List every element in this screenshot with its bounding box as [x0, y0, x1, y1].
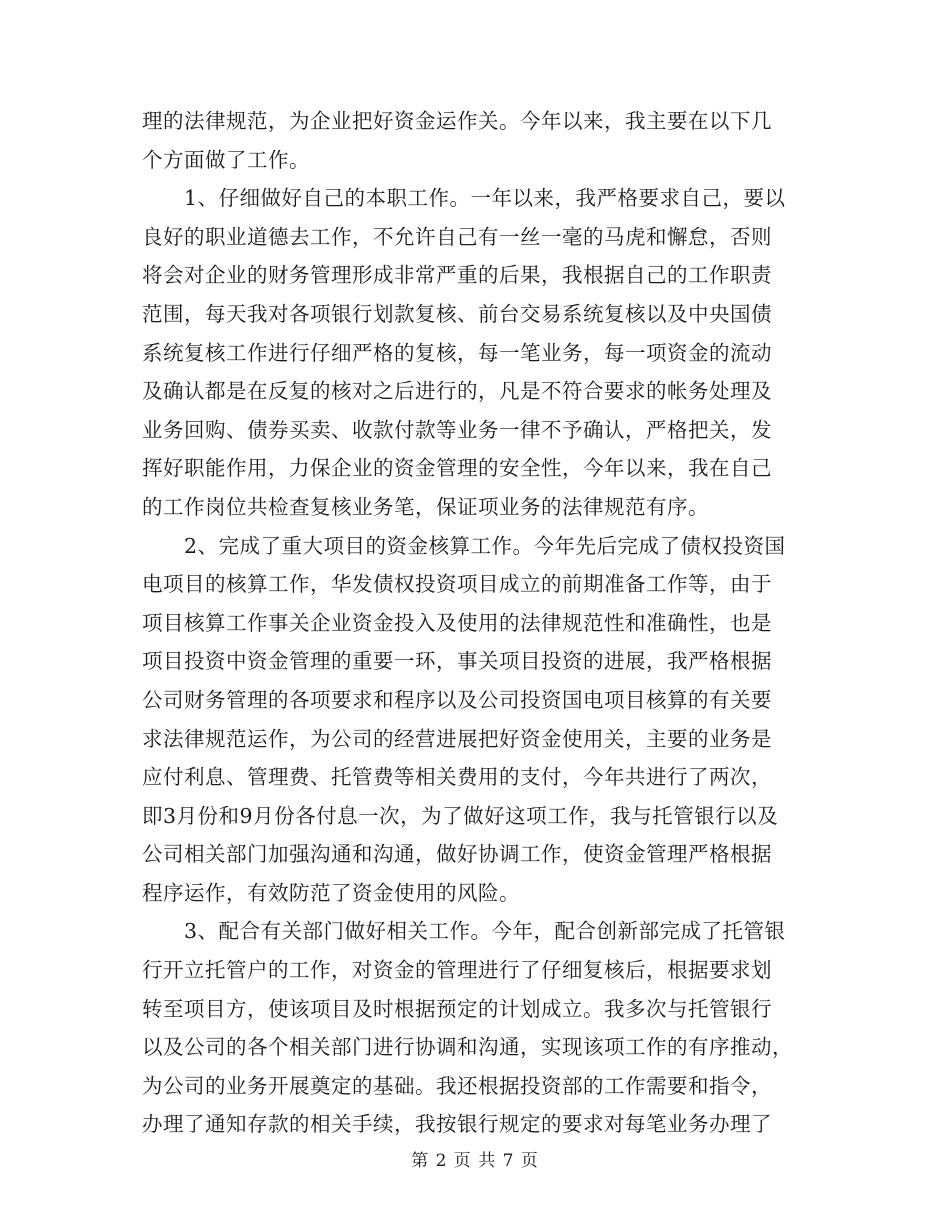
- text-line: 系统复核工作进行仔细严格的复核，每一笔业务，每一项资金的流动: [142, 340, 772, 365]
- text-line: 3、配合有关部门做好相关工作。今年，配合创新部完成了托管银: [142, 919, 786, 944]
- text-line: 公司财务管理的各项要求和程序以及公司投资国电项目核算的有关要: [142, 687, 772, 712]
- text-line: 2、完成了重大项目的资金核算工作。今年先后完成了债权投资国: [142, 533, 786, 558]
- text-line: 转至项目方，使该项目及时根据预定的计划成立。我多次与托管银行: [142, 996, 772, 1021]
- text-line: 挥好职能作用，力保企业的资金管理的安全性，今年以来，我在自己: [142, 456, 772, 481]
- text-line: 的工作岗位共检查复核业务笔，保证项业务的法律规范有序。: [142, 494, 709, 519]
- text-line: 求法律规范运作，为公司的经营进展把好资金使用关，主要的业务是: [142, 726, 772, 751]
- text-line: 将会对企业的财务管理形成非常严重的后果，我根据自己的工作职责: [142, 263, 772, 288]
- text-line: 业务回购、债券买卖、收款付款等业务一律不予确认，严格把关，发: [142, 417, 772, 442]
- text-line: 及确认都是在反复的核对之后进行的，凡是不符合要求的帐务处理及: [142, 379, 772, 404]
- text-line: 办理了通知存款的相关手续，我按银行规定的要求对每笔业务办理了: [142, 1112, 772, 1137]
- text-line: 行开立托管户的工作，对资金的管理进行了仔细复核后，根据要求划: [142, 958, 772, 983]
- text-line: 应付利息、管理费、托管费等相关费用的支付，今年共进行了两次，: [142, 765, 772, 790]
- body-text: [142, 102, 808, 1144]
- text-line: 良好的职业道德去工作，不允许自己有一丝一毫的马虎和懈怠，否则: [142, 224, 772, 249]
- text-line: 范围，每天我对各项银行划款复核、前台交易系统复核以及中央国债: [142, 301, 772, 326]
- page-number-footer: 第 2 页 共 7 页: [411, 1151, 539, 1171]
- text-line: 个方面做了工作。: [142, 147, 310, 172]
- text-line: 程序运作，有效防范了资金使用的风险。: [142, 880, 520, 905]
- text-line: 即3月份和9月份各付息一次，为了做好这项工作，我与托管银行以及: [142, 803, 779, 828]
- text-line: 以及公司的各个相关部门进行协调和沟通，实现该项工作的有序推动，: [142, 1035, 793, 1060]
- text-line: 为公司的业务开展奠定的基础。我还根据投资部的工作需要和指令，: [142, 1073, 772, 1098]
- text-line: 项目投资中资金管理的重要一环，事关项目投资的进展，我严格根据: [142, 649, 772, 674]
- text-line: 公司相关部门加强沟通和沟通，做好协调工作，使资金管理严格根据: [142, 842, 772, 867]
- text-line: 1、仔细做好自己的本职工作。一年以来，我严格要求自己，要以: [142, 186, 786, 211]
- text-line: 理的法律规范，为企业把好资金运作关。今年以来，我主要在以下几: [142, 109, 772, 133]
- text-line: 电项目的核算工作，华发债权投资项目成立的前期准备工作等，由于: [142, 572, 772, 597]
- text-line: 项目核算工作事关企业资金投入及使用的法律规范性和准确性，也是: [142, 610, 772, 635]
